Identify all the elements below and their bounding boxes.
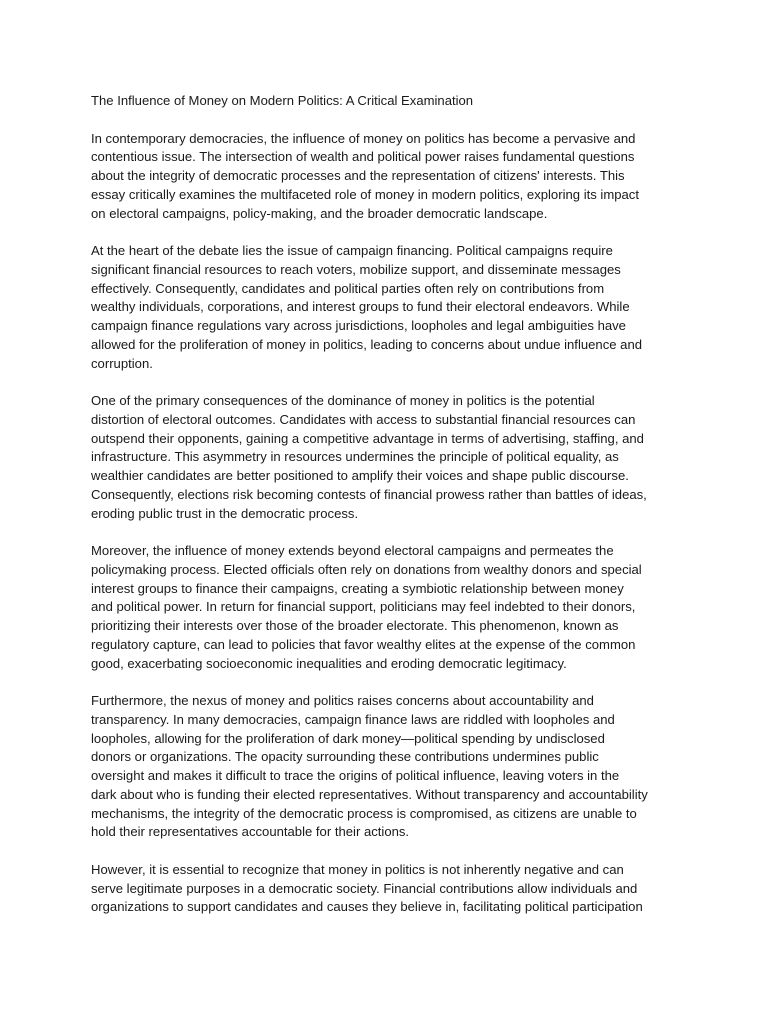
text-line: essay critically examines the multifaceted role of money in modern politics, exploring its impact bbox=[91, 186, 639, 202]
text-line: transparency. In many democracies, campaign finance laws are riddled with loopholes and bbox=[91, 711, 615, 727]
text-line: hold their representatives accountable for their actions. bbox=[91, 824, 410, 840]
text-line: loopholes, allowing for the proliferation of dark money—political spending by undisclosed bbox=[91, 730, 605, 746]
text-line: policymaking process. Elected officials often rely on donations from wealthy donors and special bbox=[91, 561, 642, 577]
text-line: campaign finance regulations vary across jurisdictions, loopholes and legal ambiguities have bbox=[91, 318, 626, 333]
text-line: distortion of electoral outcomes. Candidates with access to substantial financial resources can bbox=[91, 411, 636, 427]
text-line: infrastructure. This asymmetry in resources undermines the principle of political equality, as bbox=[91, 449, 619, 465]
paragraph bbox=[91, 861, 685, 917]
text-line: In contemporary democracies, the influence of money on politics has become a pervasive and bbox=[91, 130, 636, 146]
paragraph-list bbox=[91, 130, 685, 918]
text-line: wealthier candidates are better positioned to amplify their voices and shape public discourse. bbox=[91, 468, 629, 483]
text-line: good, exacerbating socioeconomic inequalities and eroding democratic legitimacy. bbox=[91, 655, 567, 671]
paragraph bbox=[91, 242, 685, 373]
text-line: dark about who is funding their elected representatives. Without transparency and accountability bbox=[91, 786, 648, 802]
paragraph bbox=[91, 542, 685, 673]
text-line: effectively. Consequently, candidates and political parties often rely on contributions from bbox=[91, 280, 605, 296]
text-line: eroding public trust in the democratic process. bbox=[91, 505, 359, 521]
document-title: The Influence of Money on Modern Politics: A Critical Examination bbox=[91, 93, 474, 108]
text-line: Consequently, elections risk becoming contests of financial prowess rather than battles of ideas, bbox=[91, 486, 647, 502]
text-line: At the heart of the debate lies the issue of campaign financing. Political campaigns require bbox=[91, 243, 613, 258]
text-line: prioritizing their interests over those of the broader electorate. This phenomenon, known as bbox=[91, 618, 619, 633]
text-line: oversight and makes it difficult to trace the origins of political influence, leaving voters in the bbox=[91, 768, 620, 783]
text-line: Moreover, the influence of money extends beyond electoral campaigns and permeates the bbox=[91, 543, 614, 558]
text-line: mechanisms, the integrity of the democratic process is compromised, as citizens are unable to bbox=[91, 805, 637, 821]
text-line: outspend their opponents, gaining a competitive advantage in terms of advertising, staffing, and bbox=[91, 430, 644, 446]
document-body bbox=[91, 92, 685, 936]
text-line: allowed for the proliferation of money in politics, leading to concerns about undue influence and bbox=[91, 336, 643, 352]
paragraph bbox=[91, 692, 685, 842]
text-line: corruption. bbox=[91, 355, 153, 371]
text-line: and political power. In return for financial support, politicians may feel indebted to their donors, bbox=[91, 599, 636, 615]
text-line: wealthy individuals, corporations, and interest groups to fund their electoral endeavors. While bbox=[91, 299, 630, 315]
text-line: donors or organizations. The opacity surrounding these contributions undermines public bbox=[91, 749, 599, 765]
text-line: contentious issue. The intersection of wealth and political power raises fundamental questions bbox=[91, 149, 635, 165]
paragraph bbox=[91, 392, 685, 523]
text-line: significant financial resources to reach voters, mobilize support, and disseminate messages bbox=[91, 261, 621, 277]
text-line: about the integrity of democratic processes and the representation of citizens' interests. This bbox=[91, 168, 625, 183]
text-line: interest groups to finance their campaigns, creating a symbiotic relationship between money bbox=[91, 580, 624, 596]
text-line: regulatory capture, can lead to policies that favor wealthy elites at the expense of the common bbox=[91, 636, 636, 652]
text-line: serve legitimate purposes in a democratic society. Financial contributions allow individuals and bbox=[91, 880, 638, 896]
text-line: Furthermore, the nexus of money and politics raises concerns about accountability and bbox=[91, 693, 594, 708]
text-line: on electoral campaigns, policy-making, and the broader democratic landscape. bbox=[91, 205, 548, 221]
text-line: However, it is essential to recognize that money in politics is not inherently negative and can bbox=[91, 861, 624, 877]
paragraph bbox=[91, 130, 685, 224]
text-line: organizations to support candidates and causes they believe in, facilitating political participation bbox=[91, 899, 643, 915]
text-line: One of the primary consequences of the dominance of money in politics is the potential bbox=[91, 393, 595, 408]
